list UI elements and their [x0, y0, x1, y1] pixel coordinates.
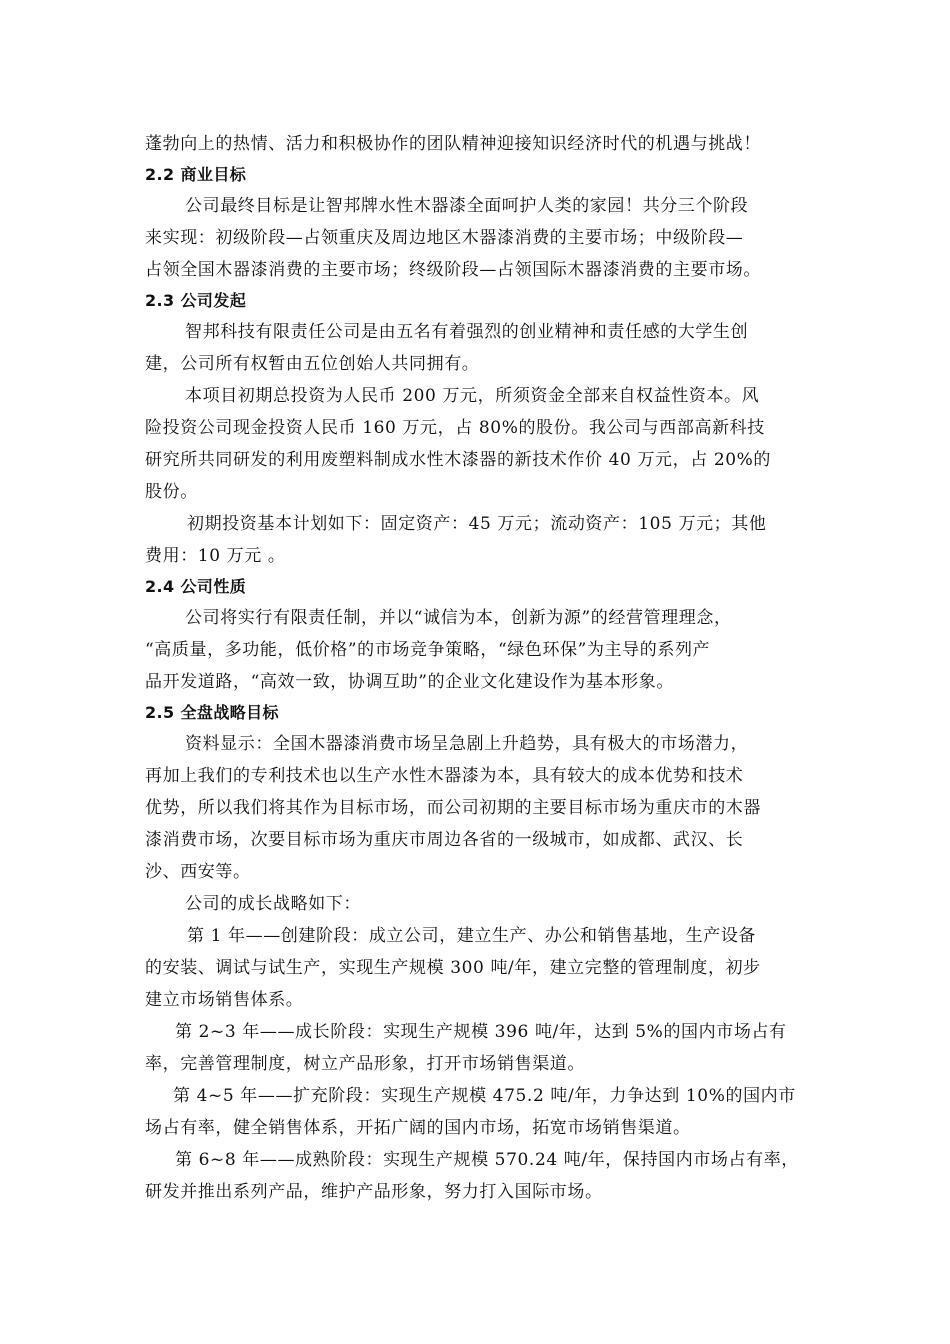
paragraph-line: 蓬勃向上的热情、活力和积极协作的团队精神迎接知识经济时代的机遇与挑战！: [145, 134, 761, 154]
paragraph-line: 费用：10 万元 。: [145, 546, 286, 566]
paragraph-line: 品开发道路，“高效一致，协调互助”的企业文化建设作为基本形象。: [145, 672, 674, 692]
paragraph-line: 建，公司所有权暂由五位创始人共同拥有。: [145, 354, 480, 374]
section-heading-2-5: 2.5 全盘战略目标: [145, 703, 279, 722]
paragraph-line: 第 1 年——创建阶段：成立公司，建立生产、办公和销售基地，生产设备: [187, 926, 757, 946]
paragraph-line: 智邦科技有限责任公司是由五名有着强烈的创业精神和责任感的大学生创: [185, 322, 749, 342]
paragraph-line: 险投资公司现金投资人民币 160 万元，占 80%的股份。我公司与西部高新科技: [145, 418, 765, 438]
section-heading-2-2: 2.2 商业目标: [145, 165, 247, 184]
paragraph-line: 资料显示：全国木器漆消费市场呈急剧上升趋势，具有极大的市场潜力，: [185, 734, 749, 754]
paragraph-line: 公司将实行有限责任制，并以“诚信为本，创新为源”的经营管理理念，: [185, 608, 732, 628]
paragraph-line: 公司最终目标是让智邦牌水性木器漆全面呵护人类的家园！共分三个阶段: [185, 196, 749, 216]
paragraph-line: 第 6~8 年——成熟阶段：实现生产规模 570.24 吨/年，保持国内市场占有率，: [175, 1150, 799, 1170]
paragraph-line: 公司的成长战略如下：: [185, 894, 361, 914]
document-page: [145, 128, 810, 1208]
section-heading-2-3: 2.3 公司发起: [145, 291, 247, 310]
paragraph-line: 研究所共同研发的利用废塑料制成水性木漆器的新技术作价 40 万元，占 20%的: [145, 450, 772, 470]
paragraph-line: 第 4~5 年——扩充阶段：实现生产规模 475.2 吨/年，力争达到 10%的国内市: [173, 1086, 796, 1106]
paragraph-line: 漆消费市场，次要目标市场为重庆市周边各省的一级城市，如成都、武汉、长: [145, 830, 744, 850]
paragraph-line: 再加上我们的专利技术也以生产水性木器漆为本，具有较大的成本优势和技术: [145, 766, 744, 786]
paragraph-line: 建立市场销售体系。: [145, 990, 304, 1010]
paragraph-line: 初期投资基本计划如下：固定资产：45 万元；流动资产：105 万元；其他: [187, 514, 767, 534]
paragraph-line: 来实现：初级阶段—占领重庆及周边地区木器漆消费的主要市场；中级阶段—: [145, 228, 744, 248]
paragraph-line: 占领全国木器漆消费的主要市场；终级阶段—占领国际木器漆消费的主要市场。: [145, 260, 761, 280]
paragraph-line: “高质量，多功能，低价格”的市场竞争策略，“绿色环保”为主导的系列产: [145, 640, 711, 660]
paragraph-line: 优势，所以我们将其作为目标市场，而公司初期的主要目标市场为重庆市的木器: [145, 798, 761, 818]
paragraph-line: 的安装、调试与试生产，实现生产规模 300 吨/年，建立完整的管理制度，初步: [145, 958, 761, 978]
paragraph-line: 第 2~3 年——成长阶段：实现生产规模 396 吨/年，达到 5%的国内市场占有: [175, 1022, 787, 1042]
paragraph-line: 场占有率，健全销售体系，开拓广阔的国内市场，拓宽市场销售渠道。: [145, 1118, 691, 1138]
section-heading-2-4: 2.4 公司性质: [145, 577, 247, 596]
paragraph-line: 率，完善管理制度，树立产品形象，打开市场销售渠道。: [145, 1054, 585, 1074]
paragraph-line: 研发并推出系列产品，维护产品形象，努力打入国际市场。: [145, 1182, 603, 1202]
paragraph-line: 股份。: [145, 482, 198, 502]
paragraph-line: 本项目初期总投资为人民币 200 万元，所须资金全部来自权益性资本。风: [185, 386, 760, 406]
paragraph-line: 沙、西安等。: [145, 862, 251, 882]
